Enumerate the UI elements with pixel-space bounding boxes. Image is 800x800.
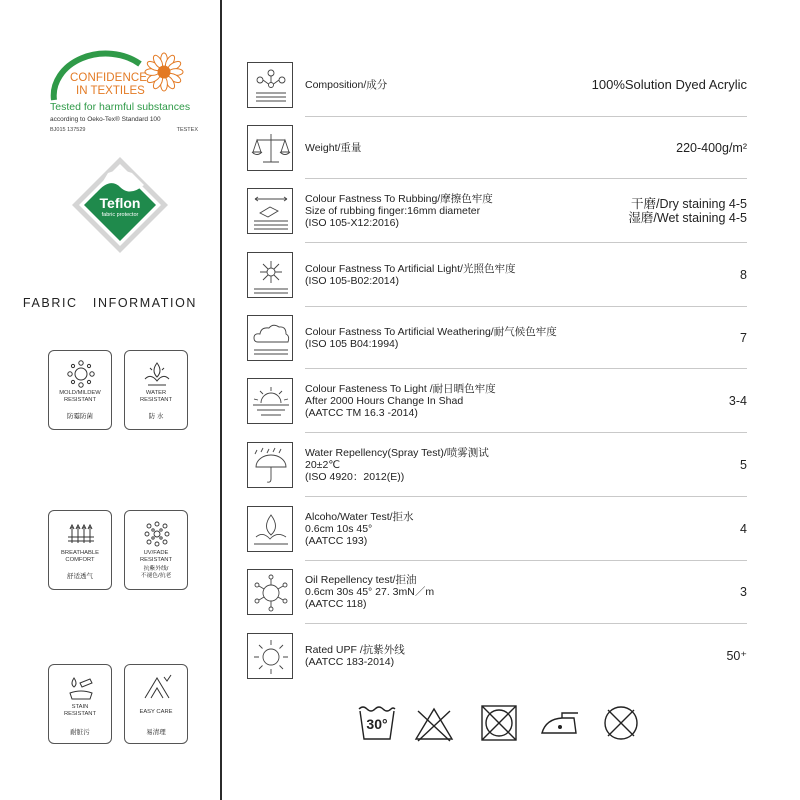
row-separator bbox=[305, 178, 747, 179]
row-separator bbox=[305, 116, 747, 117]
spec-value: 3-4 bbox=[728, 394, 747, 408]
sunset-icon bbox=[247, 378, 293, 424]
oeko-tex-logo bbox=[48, 48, 198, 140]
spec-label: Colour Fastness To Artificial Weathering/耐气候色牢度 (ISO 105 B04:1994) bbox=[305, 326, 557, 350]
spec-value: 5 bbox=[740, 458, 747, 472]
mold-mildew-icon bbox=[66, 359, 96, 389]
section-title: FABRIC INFORMATION bbox=[22, 296, 198, 310]
row-separator bbox=[305, 306, 747, 307]
feature-label: EASY CARE bbox=[139, 709, 173, 715]
wash-30-icon bbox=[357, 703, 397, 743]
oeko-textiles-text: IN TEXTILES bbox=[76, 85, 145, 97]
row-separator bbox=[305, 496, 747, 497]
spec-label: Weight/重量 bbox=[305, 142, 362, 154]
teflon-tagline: fabric protector bbox=[101, 212, 139, 218]
spec-label: Oil Repellency test/拒油 0.6cm 30s 45° 27. 3mN／m (AATCC 118) bbox=[305, 574, 435, 610]
easy-care-icon bbox=[142, 673, 172, 703]
breathable-icon bbox=[66, 519, 96, 549]
water-drop-icon bbox=[247, 506, 293, 552]
spec-row-alcohol-water bbox=[247, 506, 747, 552]
feature-easy-care bbox=[124, 664, 188, 744]
spec-label: Water Repellency(Spray Test)/喷雾测试 20±2℃ (ISO 4920：2012(E)) bbox=[305, 447, 489, 483]
rubbing-icon bbox=[247, 188, 293, 234]
spec-row-water-repellency bbox=[247, 442, 747, 488]
feature-label: UV/FADE RESISTANT bbox=[139, 550, 173, 563]
spec-value: 7 bbox=[740, 331, 747, 345]
row-separator bbox=[305, 560, 747, 561]
spec-value: 50⁺ bbox=[726, 649, 747, 663]
oeko-tested-text: Tested for harmful substances bbox=[50, 101, 191, 113]
wash-temperature: 30° bbox=[366, 716, 388, 732]
artificial-light-icon bbox=[247, 252, 293, 298]
oeko-confidence-text: CONFIDENCE bbox=[70, 72, 148, 84]
composition-icon bbox=[247, 62, 293, 108]
spec-row-composition bbox=[247, 62, 747, 108]
water-resistant-icon bbox=[142, 359, 172, 389]
spec-label: Alcoho/Water Test/拒水 0.6cm 10s 45° (AATCC 193) bbox=[305, 511, 414, 547]
no-tumble-dry-icon bbox=[479, 703, 519, 743]
oeko-standard-text: according to Oeko-Tex® Standard 100 bbox=[50, 116, 161, 123]
feature-label: BREATHABLE COMFORT bbox=[61, 550, 99, 563]
row-separator bbox=[305, 432, 747, 433]
uv-fade-icon bbox=[142, 519, 172, 549]
spec-label: Composition/成分 bbox=[305, 79, 388, 91]
spec-label: Colour Fastness To Artificial Light/光照色牢度 (ISO 105-B02:2014) bbox=[305, 263, 516, 287]
feature-water-resistant bbox=[124, 350, 188, 430]
spec-row-weight bbox=[247, 125, 747, 171]
left-panel bbox=[0, 0, 220, 800]
feature-label-zh: 舒适透气 bbox=[67, 573, 93, 580]
feature-label-zh: 防霉防菌 bbox=[67, 413, 93, 420]
feature-label: MOLD/MILDEW RESISTANT bbox=[59, 390, 101, 403]
feature-breathable bbox=[48, 510, 112, 590]
spec-value: 3 bbox=[740, 585, 747, 599]
row-separator bbox=[305, 242, 747, 243]
no-bleach-icon bbox=[414, 703, 454, 743]
spec-value: 干磨/Dry staining 4-5 湿磨/Wet staining 4-5 bbox=[628, 197, 747, 225]
weight-scale-icon bbox=[247, 125, 293, 171]
spec-row-weathering bbox=[247, 315, 747, 361]
teflon-logo bbox=[70, 155, 170, 255]
spec-value: 8 bbox=[740, 268, 747, 282]
feature-mold-mildew bbox=[48, 350, 112, 430]
no-dry-clean-icon bbox=[601, 703, 641, 743]
feature-label: STAIN RESISTANT bbox=[63, 704, 97, 717]
feature-label-zh: 抗紫外线/ 不褪色/抗老 bbox=[140, 566, 172, 579]
spec-label: Colour Fastness To Rubbing/摩擦色牢度 Size of rubbing finger:16mm diameter (ISO 105-X12:2016) bbox=[305, 193, 493, 229]
feature-label: WATER RESISTANT bbox=[139, 390, 173, 403]
spec-label: Rated UPF /抗紫外线 (AATCC 183-2014) bbox=[305, 644, 405, 668]
spec-row-rubbing bbox=[247, 188, 747, 234]
spec-label: Colour Fasteness To Light /耐日晒色牢度 After 2000 Hours Change In Shad (AATCC TM 16.3 -2014) bbox=[305, 383, 496, 419]
feature-label-zh: 易清理 bbox=[146, 729, 166, 736]
stain-resistant-icon bbox=[66, 673, 96, 703]
spec-value: 100%Solution Dyed Acrylic bbox=[591, 77, 747, 92]
spec-value: 220-400g/m² bbox=[676, 141, 747, 155]
vertical-divider bbox=[220, 0, 222, 800]
row-separator bbox=[305, 623, 747, 624]
row-separator bbox=[305, 368, 747, 369]
feature-stain-resistant bbox=[48, 664, 112, 744]
oeko-brand-text: TESTEX bbox=[176, 127, 198, 133]
spec-row-upf bbox=[247, 633, 747, 679]
feature-uv-fade bbox=[124, 510, 188, 590]
iron-low-icon bbox=[540, 703, 580, 743]
sun-upf-icon bbox=[247, 633, 293, 679]
oil-drop-icon bbox=[247, 569, 293, 615]
umbrella-rain-icon bbox=[247, 442, 293, 488]
spec-row-light-fastness bbox=[247, 378, 747, 424]
feature-label-zh: 耐脏污 bbox=[70, 729, 90, 736]
spec-row-oil-repellency bbox=[247, 569, 747, 615]
spec-value: 4 bbox=[740, 522, 747, 536]
spec-row-artificial-light bbox=[247, 252, 747, 298]
weathering-cloud-icon bbox=[247, 315, 293, 361]
teflon-name: Teflon bbox=[99, 195, 141, 211]
oeko-code-text: BJ015 137529 bbox=[50, 127, 86, 133]
feature-label-zh: 防 水 bbox=[148, 413, 164, 420]
